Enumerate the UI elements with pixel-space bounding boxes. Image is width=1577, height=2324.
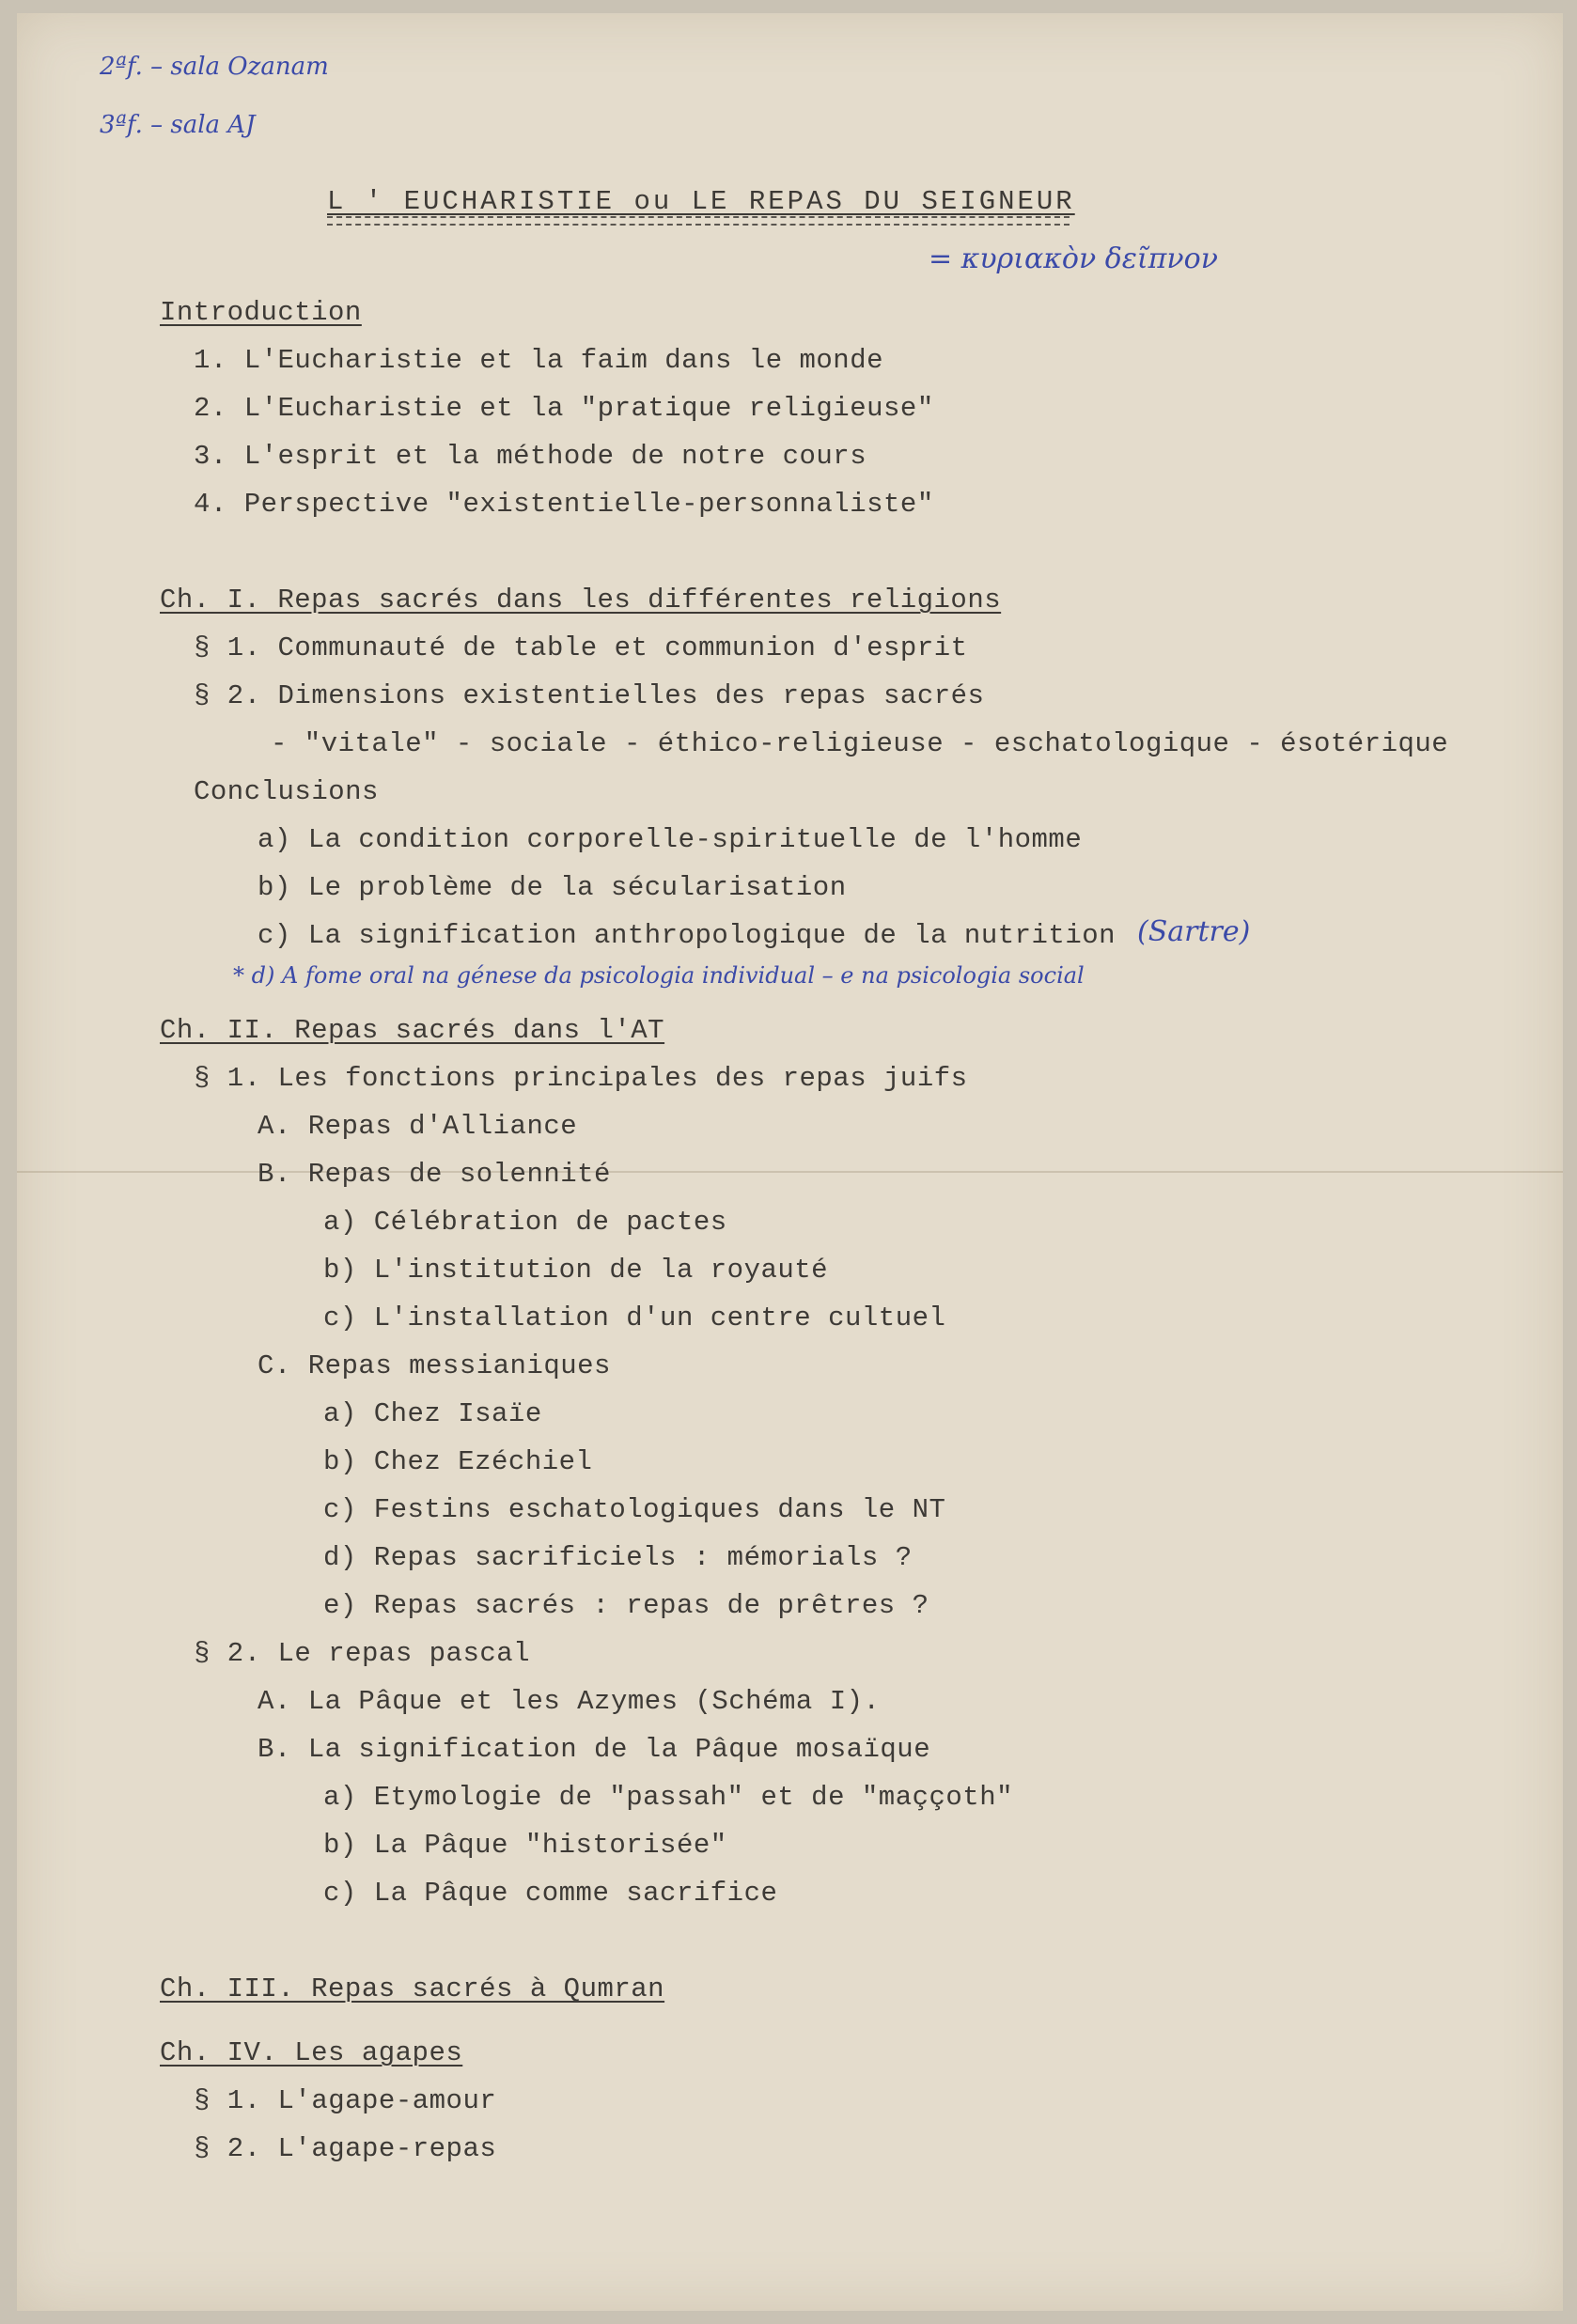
ch1-section-2-detail: - "vitale" - sociale - éthico-religieuse - eschatologique - ésotérique bbox=[271, 728, 1449, 759]
ch2-section-2-B: B. La signification de la Pâque mosaïque bbox=[258, 1734, 931, 1765]
ch2-item-Cd: d) Repas sacrificiels : mémorials ? bbox=[323, 1542, 913, 1573]
ch2-item-Bb: b) L'institution de la royauté bbox=[323, 1255, 829, 1286]
intro-item-3: 3. L'esprit et la méthode de notre cours bbox=[194, 441, 867, 472]
ch2-item-Ba: a) Célébration de pactes bbox=[323, 1207, 727, 1238]
handwritten-note-room-2: 3ªf. – sala AJ bbox=[100, 111, 256, 139]
ch2-heading: Ch. II. Repas sacrés dans l'AT bbox=[160, 1015, 665, 1046]
ch2-item-Ce: e) Repas sacrés : repas de prêtres ? bbox=[323, 1590, 929, 1621]
ch2-item-Cc: c) Festins eschatologiques dans le NT bbox=[323, 1494, 946, 1525]
ch1-heading: Ch. I. Repas sacrés dans les différentes religions bbox=[160, 585, 1002, 616]
paper-fold bbox=[17, 1171, 1563, 1173]
handwritten-sartre: (Sartre) bbox=[1137, 915, 1251, 948]
ch2-item-B: B. Repas de solennité bbox=[258, 1159, 611, 1190]
ch2-section-2-A: A. La Pâque et les Azymes (Schéma I). bbox=[258, 1686, 881, 1717]
intro-item-2: 2. L'Eucharistie et la "pratique religieuse" bbox=[194, 393, 934, 424]
ch2-section-2-Bb: b) La Pâque "historisée" bbox=[323, 1830, 727, 1861]
document-page bbox=[17, 13, 1563, 2311]
ch1-conclusions: Conclusions bbox=[194, 776, 379, 807]
ch1-conclusion-c: c) La signification anthropologique de la nutrition bbox=[258, 920, 1116, 951]
ch1-section-2: § 2. Dimensions existentielles des repas sacrés bbox=[194, 680, 985, 711]
ch2-section-2-Ba: a) Etymologie de "passah" et de "maççoth" bbox=[323, 1782, 1014, 1813]
handwritten-note-d: * d) A fome oral na génese da psicologia individual – e na psicologia social bbox=[233, 962, 1085, 989]
ch4-section-2: § 2. L'agape-repas bbox=[194, 2133, 497, 2164]
ch1-conclusion-a: a) La condition corporelle-spirituelle de l'homme bbox=[258, 824, 1083, 855]
handwritten-note-room-1: 2ªf. – sala Ozanam bbox=[100, 53, 329, 81]
intro-item-4: 4. Perspective "existentielle-personnaliste" bbox=[194, 489, 934, 520]
ch4-heading: Ch. IV. Les agapes bbox=[160, 2037, 463, 2068]
page-title: L ' EUCHARISTIE ou LE REPAS DU SEIGNEUR bbox=[327, 186, 1075, 217]
ch1-section-1: § 1. Communauté de table et communion d'esprit bbox=[194, 632, 968, 663]
ch2-section-2: § 2. Le repas pascal bbox=[194, 1638, 531, 1669]
handwritten-greek-title: = κυριακὸν δεῖπνον bbox=[929, 242, 1218, 275]
ch2-item-C: C. Repas messianiques bbox=[258, 1350, 611, 1381]
ch1-conclusion-b: b) Le problème de la sécularisation bbox=[258, 872, 847, 903]
ch2-item-Ca: a) Chez Isaïe bbox=[323, 1398, 542, 1429]
intro-heading: Introduction bbox=[160, 297, 362, 328]
ch2-item-A: A. Repas d'Alliance bbox=[258, 1111, 578, 1142]
ch2-item-Bc: c) L'installation d'un centre cultuel bbox=[323, 1302, 946, 1334]
intro-item-1: 1. L'Eucharistie et la faim dans le monde bbox=[194, 345, 884, 376]
ch4-section-1: § 1. L'agape-amour bbox=[194, 2085, 497, 2116]
title-double-underline bbox=[327, 216, 1070, 226]
ch2-item-Cb: b) Chez Ezéchiel bbox=[323, 1446, 593, 1477]
ch2-section-1: § 1. Les fonctions principales des repas juifs bbox=[194, 1063, 968, 1094]
ch3-heading: Ch. III. Repas sacrés à Qumran bbox=[160, 1973, 665, 2004]
ch2-section-2-Bc: c) La Pâque comme sacrifice bbox=[323, 1878, 778, 1909]
